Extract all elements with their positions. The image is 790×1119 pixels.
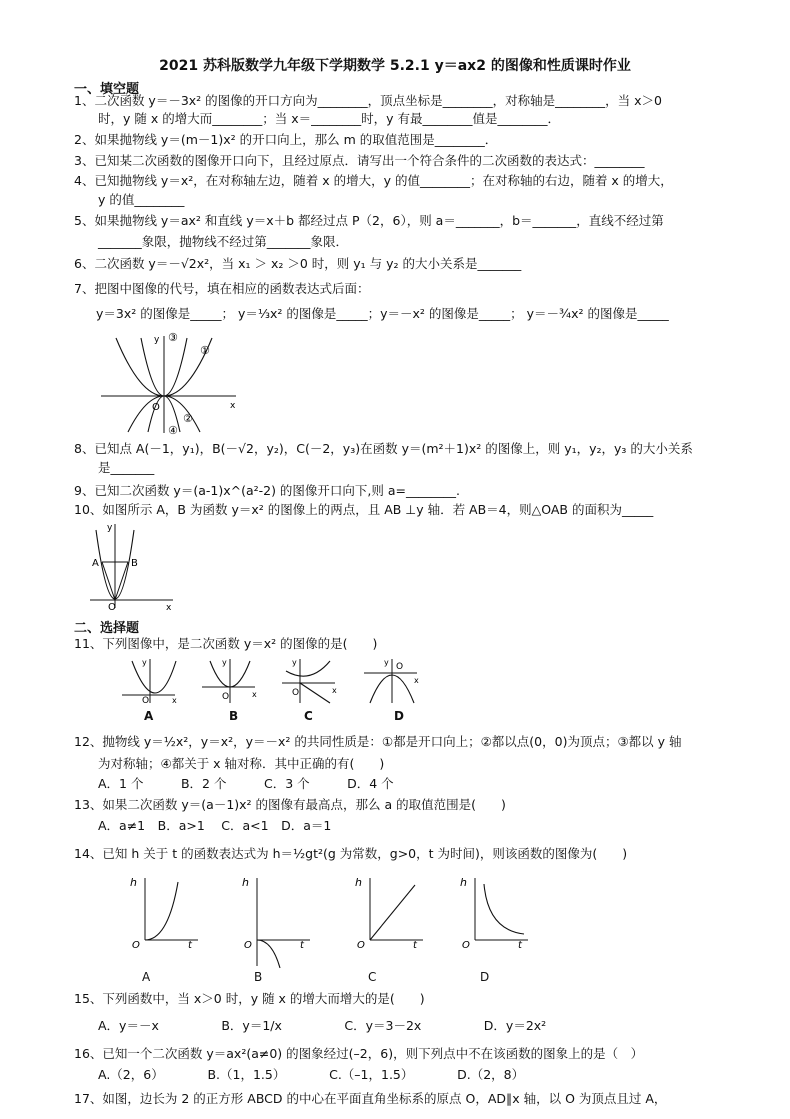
- question-7-subline: y＝3x² 的图像是_____； y＝⅓x² 的图像是_____；y＝－x² 的图像是_____； y＝－¾x² 的图像是_____: [96, 306, 669, 321]
- figure-label: y: [292, 658, 297, 667]
- figure-label: O: [462, 940, 470, 950]
- fig7-y-label: y: [154, 335, 160, 345]
- question-6: 6、二次函数 y＝－√2x²，当 x₁ ＞ x₂ ＞0 时，则 y₁ 与 y₂ 的大小关系是_______: [74, 256, 522, 271]
- question-15: 15、下列函数中，当 x＞0 时，y 随 x 的增大而增大的是( ): [74, 991, 425, 1006]
- figure-label: h: [355, 876, 362, 889]
- fig10-y-label: y: [107, 523, 113, 533]
- figure-label: O: [142, 696, 150, 705]
- question-2: 2、如果抛物线 y＝(m－1)x² 的开口向上，那么 m 的取值范围是________．: [74, 132, 498, 147]
- question-16: 16、已知一个二次函数 y＝ax²(a≠0) 的图象经过(–2，6)，则下列点中不在该函数的图象上的是（ ）: [74, 1046, 644, 1061]
- fig10-x-label: x: [166, 603, 172, 610]
- figure-label: O: [132, 940, 140, 950]
- question-4-line-2: y 的值________: [98, 192, 185, 207]
- fig7-x-label: x: [230, 401, 236, 411]
- question-11-option-d-label: D: [394, 709, 404, 723]
- figure-label: h: [460, 876, 467, 889]
- figure-label: t: [188, 940, 192, 950]
- figure-label: x: [252, 690, 257, 699]
- question-11: 11、下列图像中，是二次函数 y＝x² 的图像的是( ): [74, 636, 378, 651]
- question-14-option-c-graph: [345, 870, 425, 950]
- question-5-line-1: 5、如果抛物线 y＝ax² 和直线 y＝x＋b 都经过点 P（2，6），则 a＝_______，b＝_______，直线不经过第: [74, 213, 664, 228]
- question-9: 9、已知二次函数 y＝(a-1)x^(a²-2) 的图像开口向下,则 a=________.: [74, 483, 460, 498]
- question-11-option-a-label: A: [144, 709, 154, 723]
- question-13: 13、如果二次函数 y＝(a－1)x² 的图像有最高点，那么 a 的取值范围是( ): [74, 797, 506, 812]
- figure-label: O: [396, 662, 404, 672]
- question-15-options: A．y＝－x B．y＝1/x C．y＝3－2x D．y＝2x²: [98, 1018, 547, 1033]
- question-14-option-c-label: C: [368, 970, 377, 984]
- question-13-options: A．a≠1 B．a>1 C．a<1 D．a＝1: [98, 818, 332, 833]
- question-14-option-a-label: A: [142, 970, 151, 984]
- figure-label: x: [172, 696, 177, 705]
- question-8-line-1: 8、已知点 A(－1，y₁)，B(－√2，y₂)，C(－2，y₃)在函数 y＝(m²＋1)x² 的图像上，则 y₁，y₂，y₃ 的大小关系: [74, 441, 693, 456]
- figure-label: h: [242, 876, 249, 889]
- question-7: 7、把图中图像的代号，填在相应的函数表达式后面：: [74, 281, 370, 296]
- question-8-line-2: 是_______: [98, 460, 155, 475]
- fig7-label-1: ①: [200, 344, 210, 357]
- figure-label: y: [222, 658, 227, 667]
- question-14-option-b-graph: [232, 870, 312, 970]
- question-12-options: A．1 个 B．2 个 C．3 个 D．4 个: [98, 776, 394, 791]
- question-11-option-d-graph: [362, 655, 422, 705]
- question-4-line-1: 4、已知抛物线 y＝x²，在对称轴左边，随着 x 的增大，y 的值________；在对称轴的右边，随着 x 的增大，: [74, 173, 673, 188]
- question-14-option-b-label: B: [254, 970, 263, 984]
- fig10-origin: O: [108, 602, 116, 610]
- question-7-figure: [96, 328, 246, 438]
- figure-label: t: [413, 940, 417, 950]
- question-10-figure: [88, 520, 178, 610]
- question-11-option-a-graph: [120, 655, 180, 705]
- fig7-label-2: ②: [183, 412, 193, 425]
- question-5-line-2: _______象限，抛物线不经过第_______象限．: [98, 234, 349, 249]
- fig7-origin: O: [152, 402, 160, 413]
- section-choice-heading: 二、选择题: [74, 621, 140, 636]
- figure-label: x: [414, 676, 419, 685]
- question-1-line-2: 时，y 随 x 的增大而________；当 x＝________时，y 有最________值是________．: [98, 111, 560, 126]
- question-11-option-b-label: B: [229, 709, 239, 723]
- figure-label: h: [130, 876, 137, 889]
- question-11-option-b-graph: [200, 655, 260, 705]
- figure-label: t: [518, 940, 522, 950]
- fig7-label-4: ④: [168, 424, 178, 437]
- question-11-option-c-label: C: [304, 709, 313, 723]
- question-17: 17、如图，边长为 2 的正方形 ABCD 的中心在平面直角坐标系的原点 O，AD∥x 轴，以 O 为顶点且过 A，: [74, 1091, 667, 1106]
- figure-label: O: [222, 692, 230, 702]
- page-title: 2021 苏科版数学九年级下学期数学 5.2.1 y＝ax2 的图像和性质课时作业: [159, 58, 631, 74]
- figure-label: y: [384, 658, 389, 667]
- figure-label: y: [142, 658, 147, 667]
- question-10: 10、如图所示 A，B 为函数 y＝x² 的图像上的两点，且 AB ⊥y 轴．若 AB＝4，则△OAB 的面积为_____: [74, 502, 654, 517]
- section-fill-heading: 一、填空题: [74, 82, 140, 97]
- question-12-line-2: 为对称轴；④都关于 x 轴对称．其中正确的有( ): [98, 756, 385, 771]
- question-14-option-d-label: D: [480, 970, 490, 984]
- fig10-point-b: B: [131, 558, 138, 569]
- figure-label: O: [357, 940, 365, 950]
- question-14-option-a-graph: [120, 870, 200, 950]
- question-11-option-c-graph: [280, 655, 340, 705]
- figure-label: t: [300, 940, 304, 951]
- question-3: 3、已知某二次函数的图像开口向下，且经过原点．请写出一个符合条件的二次函数的表达式：________: [74, 153, 645, 168]
- question-14-option-d-graph: [450, 870, 530, 950]
- figure-label: O: [292, 688, 300, 698]
- fig10-point-a: A: [92, 558, 99, 569]
- fig7-label-3: ③: [168, 331, 178, 344]
- question-12-line-1: 12、抛物线 y＝½x²，y＝x²，y＝－x² 的共同性质是：①都是开口向上；②都以点(0，0)为顶点；③都以 y 轴: [74, 734, 682, 749]
- question-14: 14、已知 h 关于 t 的函数表达式为 h＝½gt²(g 为常数，g>0，t 为时间)，则该函数的图像为( ): [74, 846, 628, 861]
- question-1-line-1: 1、二次函数 y＝－3x² 的图像的开口方向为________，顶点坐标是________，对称轴是________，当 x＞0: [74, 93, 662, 108]
- figure-label: O: [244, 940, 252, 951]
- figure-label: x: [332, 686, 337, 695]
- question-16-options: A.（2，6） B.（1，1.5） C.（–1，1.5） D.（2，8）: [98, 1067, 525, 1082]
